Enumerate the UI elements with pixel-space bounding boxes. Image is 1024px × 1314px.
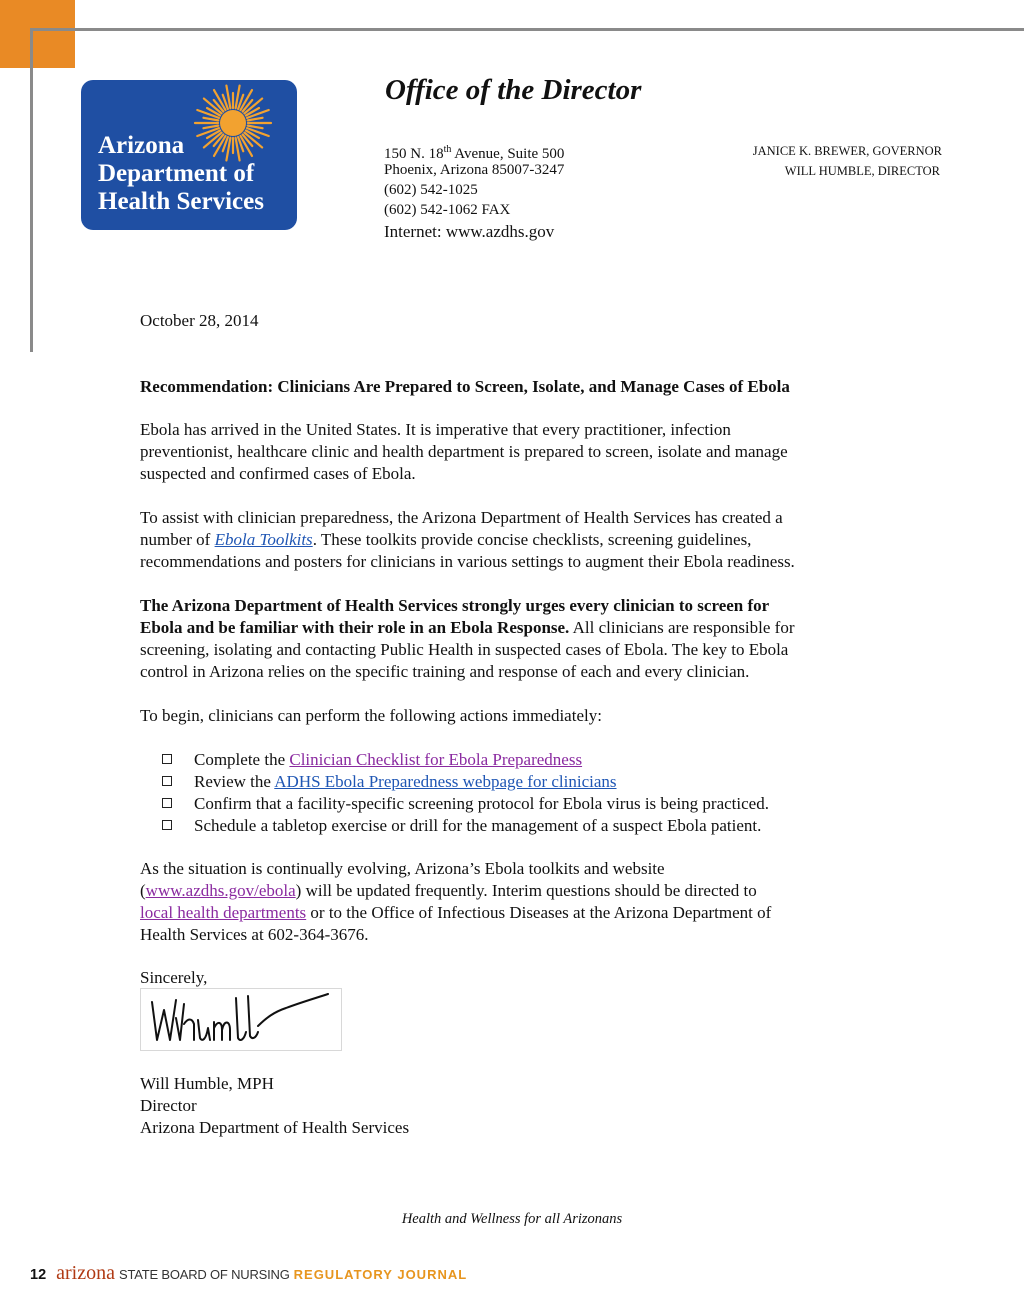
paragraph-toolkits: To assist with clinician preparedness, the Arizona Department of Health Services has created a number of Ebola Toolkits. These toolkits provide concise checklists, screening guidelines, recommendations and posters for clinicians in various settings to augment their Ebola readiness.	[140, 508, 795, 571]
signature-image	[140, 988, 342, 1051]
clinician-checklist-link[interactable]: Clinician Checklist for Ebola Preparedness	[289, 750, 583, 769]
tagline: Health and Wellness for all Arizonans	[401, 1211, 623, 1227]
internet-address: Internet: www.azdhs.gov	[384, 222, 555, 241]
sun-ray	[248, 126, 263, 129]
local-health-departments-link[interactable]: local health departments	[140, 903, 307, 922]
footer-board: STATE BOARD OF NURSING	[119, 1267, 290, 1282]
page-number: 12	[30, 1267, 47, 1283]
sun-ray	[203, 126, 218, 129]
ebola-toolkits-link[interactable]: Ebola Toolkits	[214, 530, 313, 549]
paragraph-updates: As the situation is continually evolving, Arizona’s Ebola toolkits and website (www.azdhs.gov/ebola) will be updated frequently. Interim questions should be directed to local health departments or to the Office of Infectious Diseases at the Arizona Department of Health Services at 602-364-3676.	[140, 859, 772, 944]
sun-ray	[248, 118, 263, 121]
paragraph-urges: The Arizona Department of Health Services strongly urges every clinician to screen for Ebola and be familiar with their role in an Ebola Response. All clinicians are responsible for screening, isolating and contacting Public Health in suspected cases of Ebola. The key to Ebola control in Arizona relies on the specific training and response of each and every clinician.	[140, 596, 795, 681]
footer-journal: REGULATORY JOURNAL	[293, 1267, 468, 1282]
action-item: Schedule a tabletop exercise or drill for the management of a suspect Ebola patient.	[162, 815, 761, 837]
fax-number: (602) 542-1062 FAX	[384, 202, 511, 218]
action-item: Confirm that a facility-specific screening protocol for Ebola virus is being practiced.	[162, 793, 769, 815]
paragraph-intro: Ebola has arrived in the United States. It is imperative that every practitioner, infection preventionist, healthcare clinic and health department is prepared to screen, isolate and manage suspected and confirmed cases of Ebola.	[140, 420, 788, 483]
adhs-webpage-link[interactable]: ADHS Ebola Preparedness webpage for clinicians	[274, 772, 617, 791]
office-title: Office of the Director	[385, 74, 642, 106]
sun-ray	[203, 118, 218, 121]
frame-rule-left	[30, 28, 33, 352]
logo-text-arizona: Arizona	[98, 132, 185, 159]
action-item: Complete the Clinician Checklist for Ebola Preparedness	[162, 749, 582, 771]
checkbox-icon	[162, 754, 172, 764]
footer-brand: arizona	[56, 1262, 115, 1284]
director-name: WILL HUMBLE, DIRECTOR	[784, 164, 940, 178]
paragraph-actions-intro: To begin, clinicians can perform the following actions immediately:	[140, 706, 602, 725]
page-footer	[30, 1263, 467, 1285]
checkbox-icon	[162, 820, 172, 830]
corner-accent	[0, 0, 75, 68]
phone-number: (602) 542-1025	[384, 182, 478, 198]
frame-rule-top	[30, 28, 1024, 31]
checkbox-icon	[162, 798, 172, 808]
address-city: Phoenix, Arizona 85007-3247	[384, 162, 565, 178]
letter-date: October 28, 2014	[140, 311, 259, 330]
action-item: Review the ADHS Ebola Preparedness webpage for clinicians	[162, 771, 617, 793]
azdhs-ebola-link[interactable]: www.azdhs.gov/ebola	[145, 881, 296, 900]
logo-text-department: Department of	[98, 160, 255, 187]
logo-text-health-services: Health Services	[98, 188, 264, 215]
signature-block: Will Humble, MPH Director Arizona Department of Health Services	[140, 1074, 410, 1137]
adhs-logo	[81, 80, 297, 230]
letter-subject: Recommendation: Clinicians Are Prepared to Screen, Isolate, and Manage Cases of Ebola	[140, 377, 790, 396]
checkbox-icon	[162, 776, 172, 786]
governor-name: JANICE K. BREWER, GOVERNOR	[752, 144, 942, 158]
address-street: 150 N. 18th Avenue, Suite 500	[384, 144, 565, 162]
closing: Sincerely,	[140, 968, 208, 987]
